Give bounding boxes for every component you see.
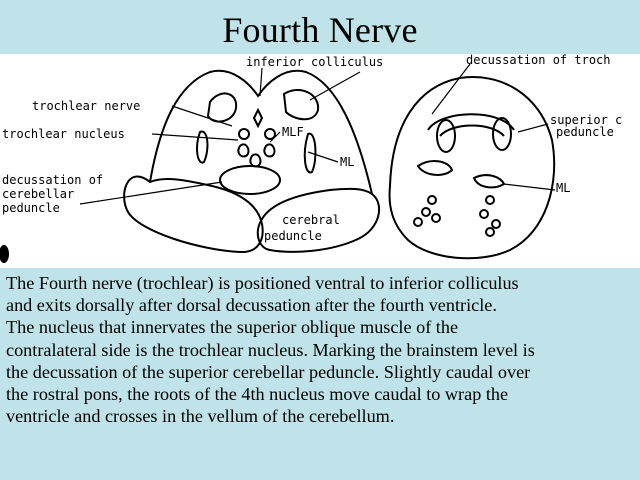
body-line: and exits dorsally after dorsal decussation after the fourth ventricle. [6,295,497,316]
right-ml-left [418,161,452,175]
right-peduncle-left [437,120,455,152]
left-colliculus-left [208,93,236,121]
label-cerebral-peduncle-1: cerebral [282,213,340,227]
label-superior-cerebellar-2: peduncle [556,125,614,139]
body-line: the decussation of the superior cerebellar peduncle. Slightly caudal over [6,361,531,382]
left-colliculus-right [284,90,318,119]
brainstem-diagram [0,54,640,268]
label-ml-right: ML [556,181,571,195]
slide-body [6,272,636,427]
label-decussation-trochlear: decussation of troch [466,54,611,67]
body-line: The nucleus that innervates the superior oblique muscle of the [6,317,459,338]
label-inferior-colliculus: inferior colliculus [246,55,384,69]
nucleus-cluster [238,144,274,166]
edge-mark [0,245,9,263]
body-line: the rostral pons, the roots of the 4th nucleus move caudal to wrap the [6,384,509,405]
right-ml-right [474,175,504,187]
aqueduct [254,110,262,126]
label-superior-cerebellar-1: superior c [550,113,623,127]
label-decussation-cerebellar-3: peduncle [2,201,60,215]
left-peduncle-left [124,176,263,252]
left-decussation-oval [220,166,280,194]
label-mlf: MLF [282,125,304,139]
body-line: ventricle and crosses in the vellum of the cerebellum. [6,406,395,427]
label-decussation-cerebellar-1: decussation of [2,173,104,187]
label-trochlear-nerve: trochlear nerve [32,99,141,113]
label-decussation-cerebellar-2: cerebellar [2,187,75,201]
label-cerebral-peduncle-2: peduncle [264,229,322,243]
body-line: The Fourth nerve (trochlear) is positioned ventral to inferior colliculus [6,273,519,293]
trochlear-nucleus-right [265,129,275,139]
left-lateral-left [197,132,207,163]
label-trochlear-nucleus: trochlear nucleus [2,127,125,141]
right-section-outline [390,77,555,258]
body-line: contralateral side is the trochlear nucleus. Marking the brainstem level is [6,339,535,360]
trochlear-nucleus-left [239,129,249,139]
slide-title: Fourth Nerve [222,10,418,50]
label-ml-left: ML [340,155,355,169]
